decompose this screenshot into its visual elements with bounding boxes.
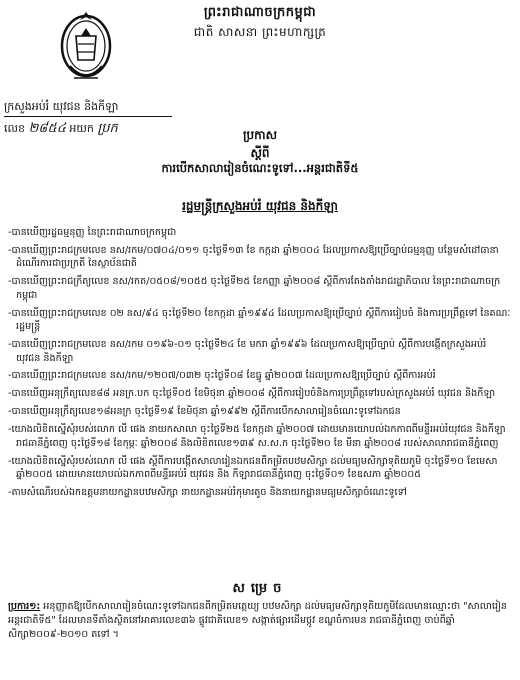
ref-code: ប្រក <box>97 121 118 136</box>
article-1 <box>8 600 512 642</box>
kingdom-title: ព្រះរាជាណាចក្រកម្ពុជា <box>203 5 317 20</box>
list-item: -យោងលិខិតស្នើសុំរបស់លោក លី ផេង នាយកសាលា ចុះថ្ងៃទី២៥ ខែកក្កដា ឆ្នាំ២០០៧ ដោយមានយោបល់ឯកភាពពីមន្ទីរអប់រំយុវជន និងកីឡារាជធានីភ្នំពេញ ចុះថ្ងៃទី១៨ ខែកុម្ភៈ ឆ្នាំ២០០៨ និងលិខិតលេខ១៣៩ ស.ស.ក ចុះថ្ងៃទី២០ ខែ មីនា ឆ្នាំ២០០៨ របស់សាលារាជធានីភ្នំពេញ <box>8 424 506 449</box>
list-item: -បានឃើញរដ្ឋធម្មនុញ្ញ នៃព្រះរាជាណាចក្រកម្ពុជា <box>8 227 177 238</box>
issuer-title: រដ្ឋមន្ត្រីក្រសួងអប់រំ យុវជន និងកីឡា <box>182 199 338 213</box>
article-text: អនុញ្ញាតឱ្យបើកសាលារៀនចំណេះទូទៅឯកជនពីកម្រិតមត្តេយ្យ បឋមសិក្សា ដល់មធ្យមសិក្សាទុតិយភូមិដែលមានឈ្មោះថា "សាលារៀនអន្តរជាតិទី៥" ដែលមានទីតាំងស្ថិតនៅអាគារលេខ៣៦ ផ្លូវជាតិលេខ១ សង្កាត់ផ្សារដើមថ្កូវ ខណ្ឌចំការមន រាជធានីភ្នំពេញ ចាប់ពីឆ្នាំសិក្សា២០០៩-២០១០ តទៅ ។ <box>8 601 507 640</box>
list-item: -បានឃើញព្រះរាជក្រមលេខ នស/រកម ០១៩៦-០១ ចុះថ្ងៃទី២៤ ខែ មករា ឆ្នាំ១៩៩៦ ដែលប្រកាសឱ្យប្រើច្បាប់ ស្តីពីការបង្កើតក្រសួងអប់រំ យុវជន និងកីឡា <box>8 339 487 364</box>
considerations-list <box>8 226 512 504</box>
ref-number: ២៨៥៤ <box>28 121 66 136</box>
ministry-name: ក្រសួងអប់រំ យុវជន និងកីឡា <box>4 100 119 113</box>
list-item: -បានឃើញព្រះរាជក្រឹត្យលេខ នស/រកត/០៥០៨/១០៥៥ ចុះថ្ងៃទី២៥ ខែកញ្ញា ឆ្នាំ២០០៨ ស្តីពីការតែងតាំងរាជរដ្ឋាភិបាល នៃព្រះរាជាណាចក្រកម្ពុជា <box>8 276 501 301</box>
ministry-divider <box>4 116 172 117</box>
list-item: -បានឃើញព្រះរាជក្រមលេខ ០២ នស/៩៤ ចុះថ្ងៃទី២០ ខែកក្កដា ឆ្នាំ១៩៩៤ ដែលប្រកាសឱ្យប្រើច្បាប់ ស្តីពីការរៀបចំ និងការប្រព្រឹត្តទៅ នៃគណៈរដ្ឋមន្ត្រី <box>8 307 511 333</box>
kingdom-motto: ជាតិ សាសនា ព្រះមហាក្សត្រ <box>193 25 327 39</box>
ministry-seal-icon <box>58 6 114 92</box>
document-subject: ការបើកសាលារៀនចំណេះទូទៅ...អន្តរជាតិទី៥ <box>161 161 359 175</box>
list-item: -តាមសំណើរបស់ឯកឧត្តមនាយកដ្ឋានបឋមសិក្សា នាយកដ្ឋានអប់រំកុមារតូច និងនាយកដ្ឋានមធ្យមសិក្សាចំណេះទូទៅ <box>8 486 407 498</box>
list-item: -បានឃើញព្រះរាជក្រមលេខ នស/រកម/០៧០៤/០១១ ចុះថ្ងៃទី១៣ ខែ កក្កដា ឆ្នាំ២០០៤ ដែលប្រកាសឱ្យប្រើច្បាប់ធម្មនុញ្ញ បន្ថែមសំដៅធានាដំណើរការជាប្រក្រតី នៃស្ថាប័នជាតិ <box>8 244 499 270</box>
document-type: ប្រកាស <box>242 128 278 142</box>
list-item: -បានឃើញអនុក្រឹត្យលេខ១៨អនក្រ ចុះថ្ងៃទី១៩ ខែមិថុនា ឆ្នាំ១៩៩២ ស្តីពីការបើកសាលារៀនចំណេះទូទៅឯកជន <box>8 406 401 418</box>
ref-suffix: អយក <box>69 122 94 135</box>
list-item: -យោងលិខិតស្នើសុំរបស់លោក លី ផេង ស្តីពីការបង្កើតសាលារៀនឯកជនពីកម្រិតបឋមសិក្សា ដល់មធ្យមសិក្សាទុតិយភូមិ ចុះថ្ងៃទី១០ ខែមេសា ឆ្នាំ២០០៥ ដោយមានយោបល់ឯកភាពពីមន្ទីរអប់រំ យុវជន និង កីឡារាជធានីភ្នំពេញ ចុះថ្ងៃទី០១ ខែឧសភា ឆ្នាំ២០០៥ <box>8 455 498 481</box>
article-label: ប្រការ១: <box>8 601 41 612</box>
list-item: -បានឃើញព្រះរាជក្រមលេខ នស/រកម/១២០៧/០៣២ ចុះថ្ងៃទី០៨ ខែធ្នូ ឆ្នាំ២០០៧ ដែលប្រកាសឱ្យប្រើច្បាប់ ស្តីពីការអប់រំ <box>8 370 436 382</box>
list-item: -បានឃើញអនុក្រឹត្យលេខ៨៨ អនក្រ.បក ចុះថ្ងៃទី០៥ ខែមិថុនា ឆ្នាំ២០០៨ ស្តីពីការរៀបចំនិងការប្រព្រឹត្តទៅរបស់ក្រសួងអប់រំ យុវជន និងកីឡា <box>8 388 496 400</box>
ref-prefix: លេខ <box>4 122 25 135</box>
decision-heading: សម្រេច <box>232 581 288 596</box>
subject-label: ស្តីពី <box>250 146 270 160</box>
